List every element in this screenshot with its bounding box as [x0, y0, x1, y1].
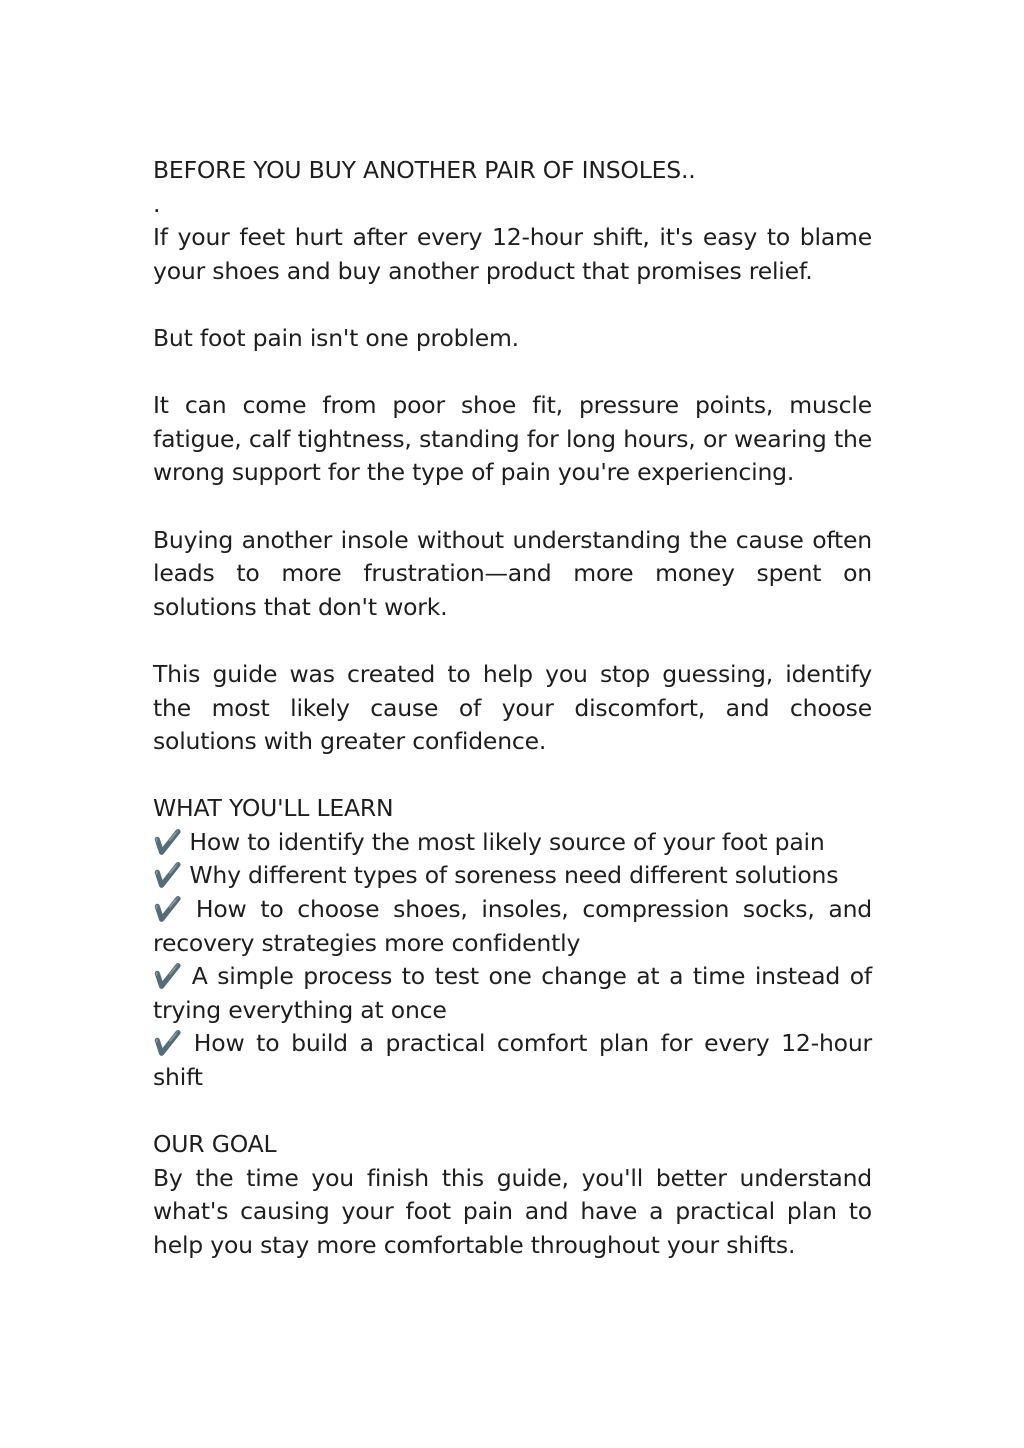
- document-page: [153, 154, 880, 1263]
- learn-item-text: How to build a practical comfort plan for every 12-hour shift: [153, 1029, 872, 1092]
- checkmark-icon: ✔️: [153, 861, 183, 890]
- spacer: [153, 624, 872, 658]
- checkmark-icon: ✔️: [153, 827, 183, 856]
- spacer: [153, 288, 872, 322]
- learn-section-title: WHAT YOU'LL LEARN: [153, 794, 394, 823]
- intro-paragraph: If your feet hurt after every 12-hour shift, it's easy to blame your shoes and buy another product that promises relief.: [153, 223, 880, 285]
- spacer: [153, 1095, 872, 1129]
- learn-list-item: [153, 960, 872, 1027]
- spacer: [153, 490, 872, 524]
- learn-item-text: How to identify the most likely source of your foot pain: [189, 827, 825, 856]
- learn-list-item: [153, 826, 872, 860]
- causes-paragraph: It can come from poor shoe fit, pressure points, muscle fatigue, calf tightness, standing for long hours, or wearing the wrong support for the type of pain you're experiencing.: [153, 391, 880, 487]
- learn-item-text: How to choose shoes, insoles, compression socks, and recovery strategies more confidently: [153, 895, 872, 957]
- checkmark-icon: ✔️: [153, 895, 183, 924]
- separator-dot: .: [153, 189, 161, 218]
- learn-list-item: [153, 1027, 872, 1094]
- spacer: [153, 759, 872, 793]
- page-heading: BEFORE YOU BUY ANOTHER PAIR OF INSOLES..: [153, 156, 696, 184]
- goal-section-title: OUR GOAL: [153, 1130, 277, 1159]
- spacer: [153, 356, 872, 390]
- checkmark-icon: ✔️: [153, 1029, 183, 1058]
- learn-list-item: [153, 893, 872, 960]
- learn-item-text: Why different types of soreness need different solutions: [189, 861, 839, 890]
- goal-paragraph: By the time you finish this guide, you'll better understand what's causing your foot pain and have a practical plan to help you stay more comfortable throughout your shifts.: [153, 1163, 880, 1259]
- problem-statement: But foot pain isn't one problem.: [153, 323, 519, 352]
- learn-list-item: [153, 859, 872, 893]
- guide-purpose-paragraph: This guide was created to help you stop guessing, identify the most likely cause of your discomfort, and choose solutions with greater confidence.: [153, 659, 880, 756]
- learn-item-text: A simple process to test one change at a time instead of trying everything at once: [153, 962, 872, 1024]
- frustration-paragraph: Buying another insole without understanding the cause often leads to more frustration—and more money spent on solutions that don't work.: [153, 525, 880, 621]
- checkmark-icon: ✔️: [153, 962, 183, 991]
